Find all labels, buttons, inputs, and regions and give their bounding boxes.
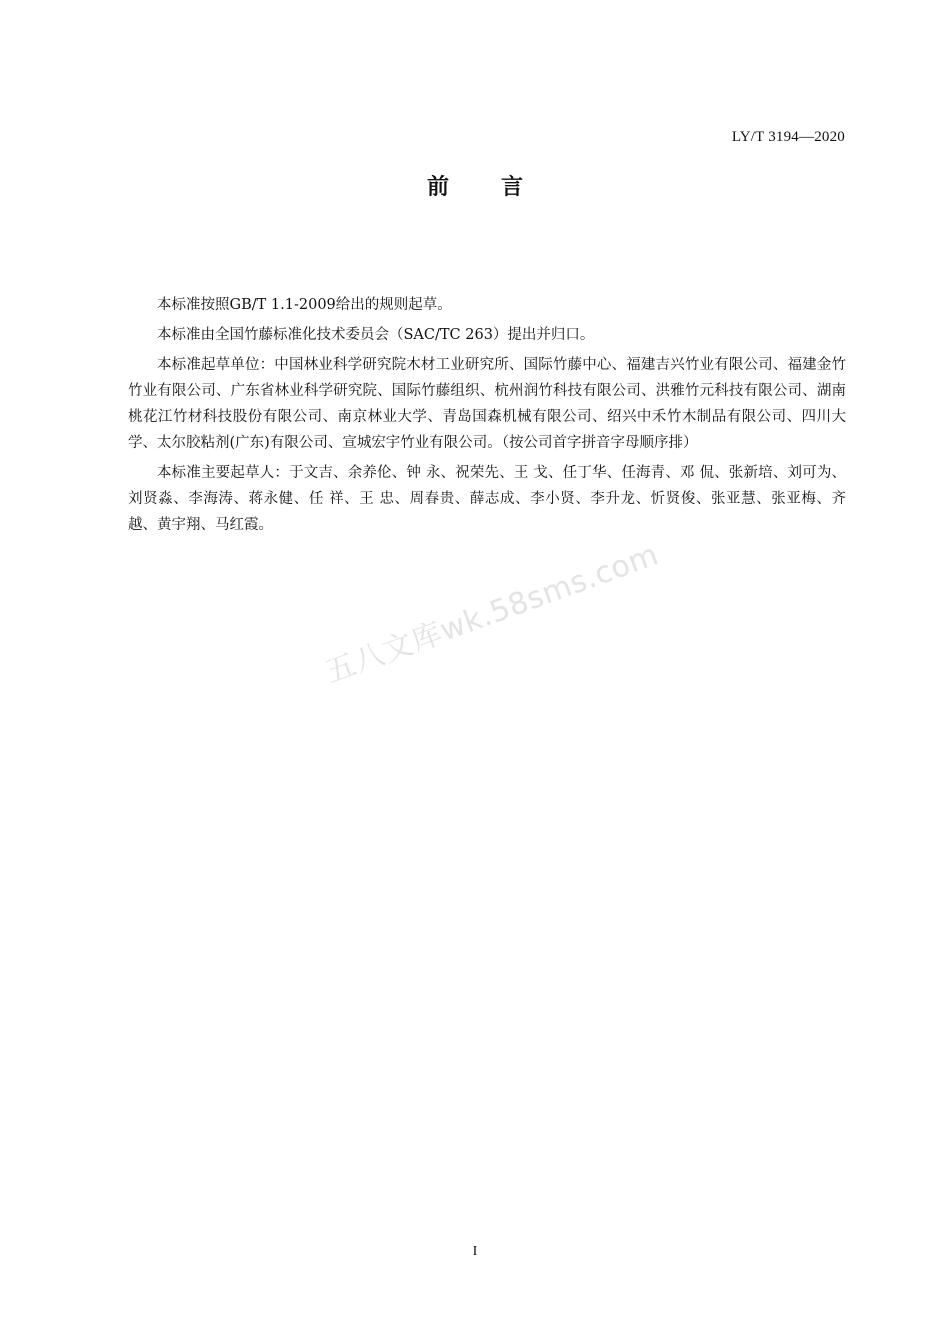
page-number: I [472, 1244, 478, 1259]
page-title [0, 170, 950, 201]
page-title-char-2: 言 [501, 175, 524, 200]
paragraph-drafters: 本标准主要起草人：于文吉、余养伦、钟 永、祝荣先、王 戈、任丁华、任海青、邓 侃、张新培、刘可为、刘贤淼、李海涛、蒋永健、任 祥、王 忠、周春贵、薛志成、李小贤、李升龙、忻贤俊、张亚慧、张亚梅、齐越、黄宇翔、马红霞。 [128, 465, 846, 533]
standard-number: LY/T 3194—2020 [731, 129, 845, 145]
foreword-body [128, 292, 846, 542]
page-title-char-1: 前 [426, 175, 449, 200]
watermark: 五八文库wk.58sms.com [320, 537, 664, 691]
paragraph-proposer: 本标准由全国竹藤标准化技术委员会（SAC/TC 263）提出并归口。 [157, 327, 595, 343]
paragraph-drafting-units: 本标准起草单位：中国林业科学研究院木材工业研究所、国际竹藤中心、福建吉兴竹业有限公司、福建金竹竹业有限公司、广东省林业科学研究院、国际竹藤组织、杭州润竹科技有限公司、洪雅竹元科技有限公司、湖南桃花江竹材科技股份有限公司、南京林业大学、青岛国森机械有限公司、绍兴中禾竹木制品有限公司、四川大学、太尔胶粘剂(广东)有限公司、宣城宏宇竹业有限公司。（按公司首字拼音字母顺序排） [128, 357, 846, 451]
paragraph-drafting-rules: 本标准按照GB/T 1.1-2009给出的规则起草。 [157, 297, 452, 313]
